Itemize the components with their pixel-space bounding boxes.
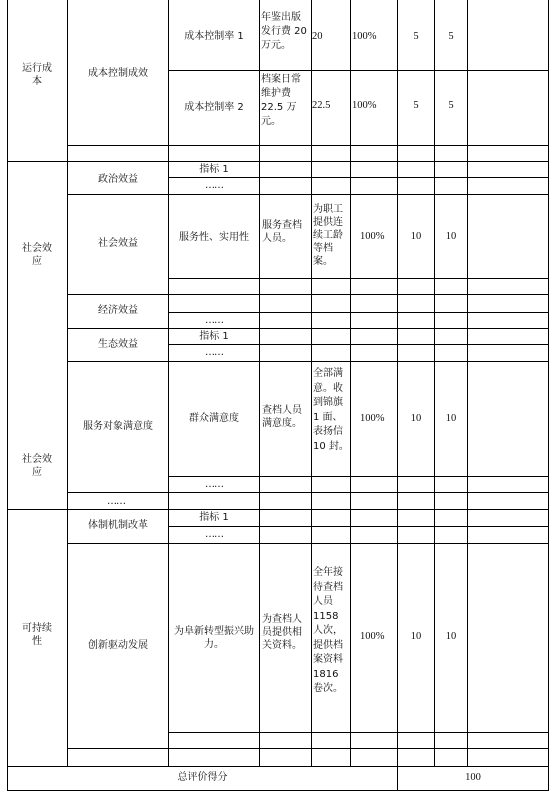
grid-line [7, 790, 548, 791]
indicator-dots: …… [205, 529, 223, 540]
total-label: 总评价得分 [177, 772, 228, 783]
grid-line [467, 0, 468, 766]
grid-line [397, 0, 398, 791]
grid-line [259, 0, 260, 766]
score-1: 5 [448, 31, 454, 42]
indicator-index-1: 指标 1 [199, 164, 229, 175]
score-3: 10 [445, 231, 457, 242]
grid-line [67, 328, 548, 329]
score-2: 5 [448, 100, 454, 111]
section-social-effect: 社会效应 [22, 243, 52, 267]
grid-line [168, 70, 548, 71]
grid-line [168, 177, 548, 178]
indicator-transformation: 为阜新转型振兴助力。 [174, 626, 254, 650]
grid-line [7, 766, 548, 767]
rate-2: 100% [352, 100, 377, 111]
grid-line [168, 344, 548, 345]
section-sustainability: 可持续性 [22, 623, 52, 647]
grid-line [7, 161, 548, 162]
indicator-cost-rate-1: 成本控制率 1 [184, 31, 244, 42]
rate-1: 100% [352, 31, 377, 42]
grid-line [67, 145, 548, 146]
indicator-dots: …… [205, 479, 223, 490]
actual-provide-materials: 全年接待查档人员 1158 人次，提供档案资料 1816 卷次。 [313, 567, 343, 694]
grid-line [7, 509, 548, 510]
grid-line [168, 0, 169, 766]
indicator-index-1: 指标 1 [199, 331, 229, 342]
target-service-people: 服务查档人员。 [262, 220, 302, 244]
grid-line [168, 312, 548, 313]
grid-line [67, 748, 548, 749]
grid-line [67, 194, 548, 195]
section-operating-cost: 运行成本 [22, 63, 52, 87]
secondary-economic: 经济效益 [98, 305, 138, 316]
grid-line [67, 294, 548, 295]
weight-4: 10 [410, 413, 422, 424]
grid-line [168, 526, 548, 527]
indicator-dots: …… [205, 315, 223, 326]
actual-yearbook: 20 [312, 31, 323, 42]
indicator-dots: …… [205, 180, 223, 191]
score-4: 10 [445, 413, 457, 424]
grid-line [311, 0, 312, 766]
actual-archive-maintenance: 22.5 [312, 100, 331, 111]
score-5: 10 [445, 631, 457, 642]
actual-service-people: 为职工提供连续工龄等档案。 [313, 204, 343, 267]
actual-visitor-satisfaction: 全部满意。收到锦旗 1 面、表扬信 10 封。 [313, 368, 349, 452]
secondary-innovation: 创新驱动发展 [88, 640, 148, 651]
weight-1: 5 [413, 31, 419, 42]
total-value: 100 [465, 772, 481, 783]
target-visitor-satisfaction: 查档人员满意度。 [262, 405, 302, 429]
indicator-index-1: 指标 1 [199, 512, 229, 523]
grid-line [67, 543, 548, 544]
secondary-cost-control: 成本控制成效 [88, 68, 148, 79]
grid-line [548, 0, 549, 791]
grid-line [67, 361, 548, 362]
secondary-political: 政治效益 [98, 174, 138, 185]
grid-line [7, 0, 8, 791]
grid-line [434, 0, 435, 766]
grid-line [350, 0, 351, 766]
grid-line [67, 492, 548, 493]
grid-line [168, 732, 548, 733]
secondary-more: …… [107, 496, 125, 507]
weight-5: 10 [410, 631, 422, 642]
indicator-dots: …… [205, 347, 223, 358]
grid-line [168, 476, 548, 477]
rate-4: 100% [360, 413, 385, 424]
target-archive-maintenance: 档案日常维护费 22.5 万元。 [261, 74, 301, 127]
target-provide-materials: 为查档人员提供相关资料。 [262, 614, 302, 651]
indicator-public-satisfaction: 群众满意度 [189, 413, 239, 424]
rate-5: 100% [360, 631, 385, 642]
grid-line [168, 278, 548, 279]
weight-2: 5 [413, 100, 419, 111]
target-yearbook: 年鉴出版发行费 20 万元。 [261, 12, 307, 51]
rate-3: 100% [360, 231, 385, 242]
indicator-service-practical: 服务性、实用性 [179, 232, 249, 243]
secondary-reform: 体制机制改革 [88, 520, 148, 531]
secondary-ecological: 生态效益 [98, 339, 138, 350]
secondary-social: 社会效益 [98, 238, 138, 249]
secondary-satisfaction: 服务对象满意度 [83, 421, 153, 432]
weight-3: 10 [410, 231, 422, 242]
indicator-cost-rate-2: 成本控制率 2 [184, 102, 244, 113]
section-social-effect-continued: 社会效应 [22, 454, 52, 478]
